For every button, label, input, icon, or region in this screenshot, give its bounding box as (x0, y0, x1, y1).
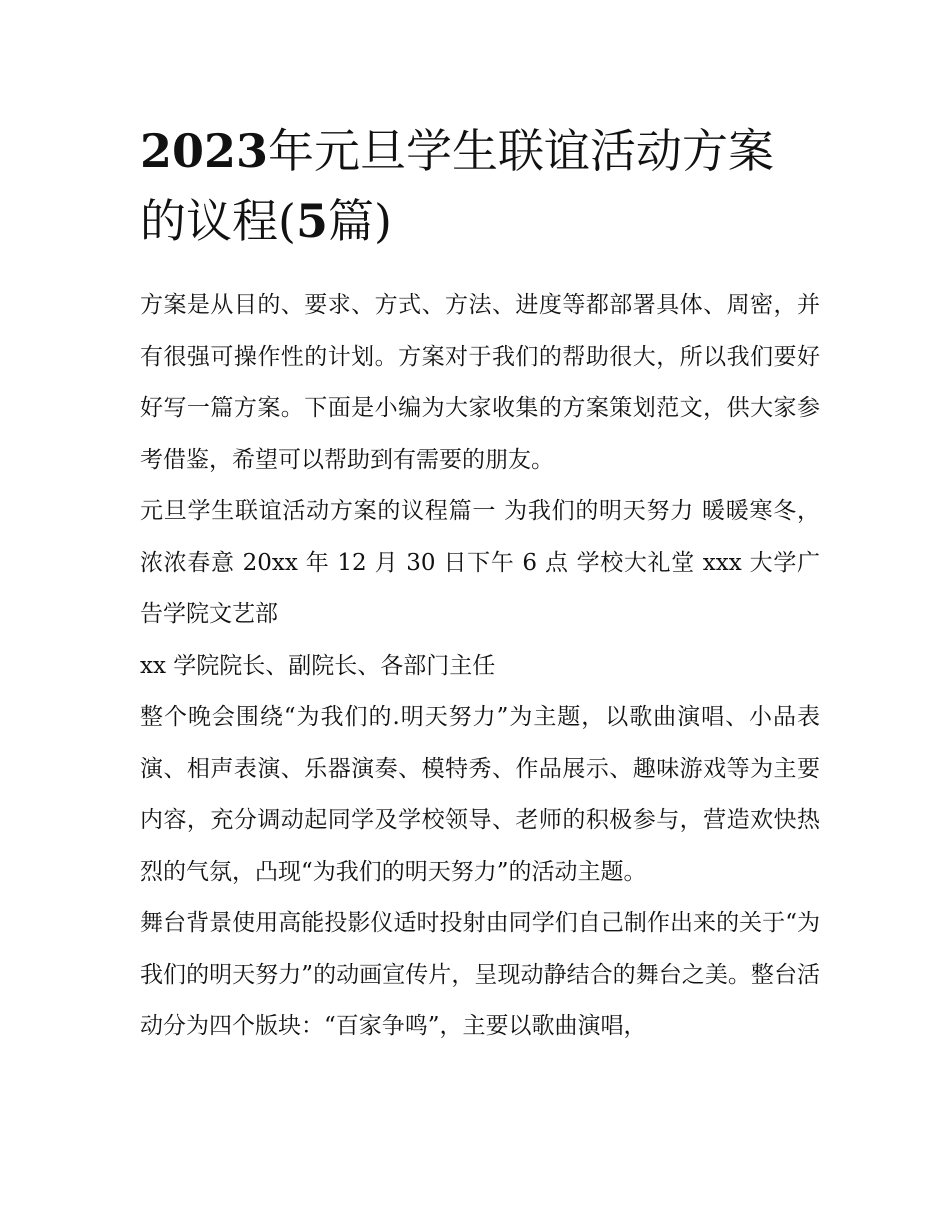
document-body (140, 280, 820, 1053)
title-year: 2023 (140, 124, 269, 178)
title-count: 5 (295, 194, 328, 248)
paragraph-theme: 整个晚会围绕“为我们的.明天努力”为主题，以歌曲演唱、小品表演、相声表演、乐器演奏、模特秀、作品展示、趣味游戏等为主要内容，充分调动起同学及学校领导、老师的积极参与，营造欢快热烈的气氛，凸现“为我们的明天努力”的活动主题。 (140, 704, 820, 885)
paragraph-stage: 舞台背景使用高能投影仪适时投射由同学们自己制作出来的关于“为我们的明天努力”的动画宣传片，呈现动静结合的舞台之美。整台活动分为四个版块：“百家争鸣”，主要以歌曲演唱， (140, 910, 820, 1039)
document-title (140, 116, 820, 256)
title-text: 年元旦学生联谊活动方案的议程( (140, 124, 775, 248)
title-suffix: 篇) (327, 194, 392, 248)
paragraph-intro: 方案是从目的、要求、方式、方法、进度等都部署具体、周密，并有很强可操作性的计划。方案对于我们的帮助很大，所以我们要好好写一篇方案。下面是小编为大家收集的方案策划范文，供大家参考借鉴，希望可以帮助到有需要的朋友。 (140, 292, 820, 473)
paragraph-event-info: 元旦学生联谊活动方案的议程篇一 为我们的明天努力 暖暖寒冬，浓浓春意 20xx 年 12 月 30 日下午 6 点 学校大礼堂 xxx 大学广告学院文艺部 (140, 498, 820, 627)
paragraph-guests: xx 学院院长、副院长、各部门主任 (140, 652, 496, 679)
